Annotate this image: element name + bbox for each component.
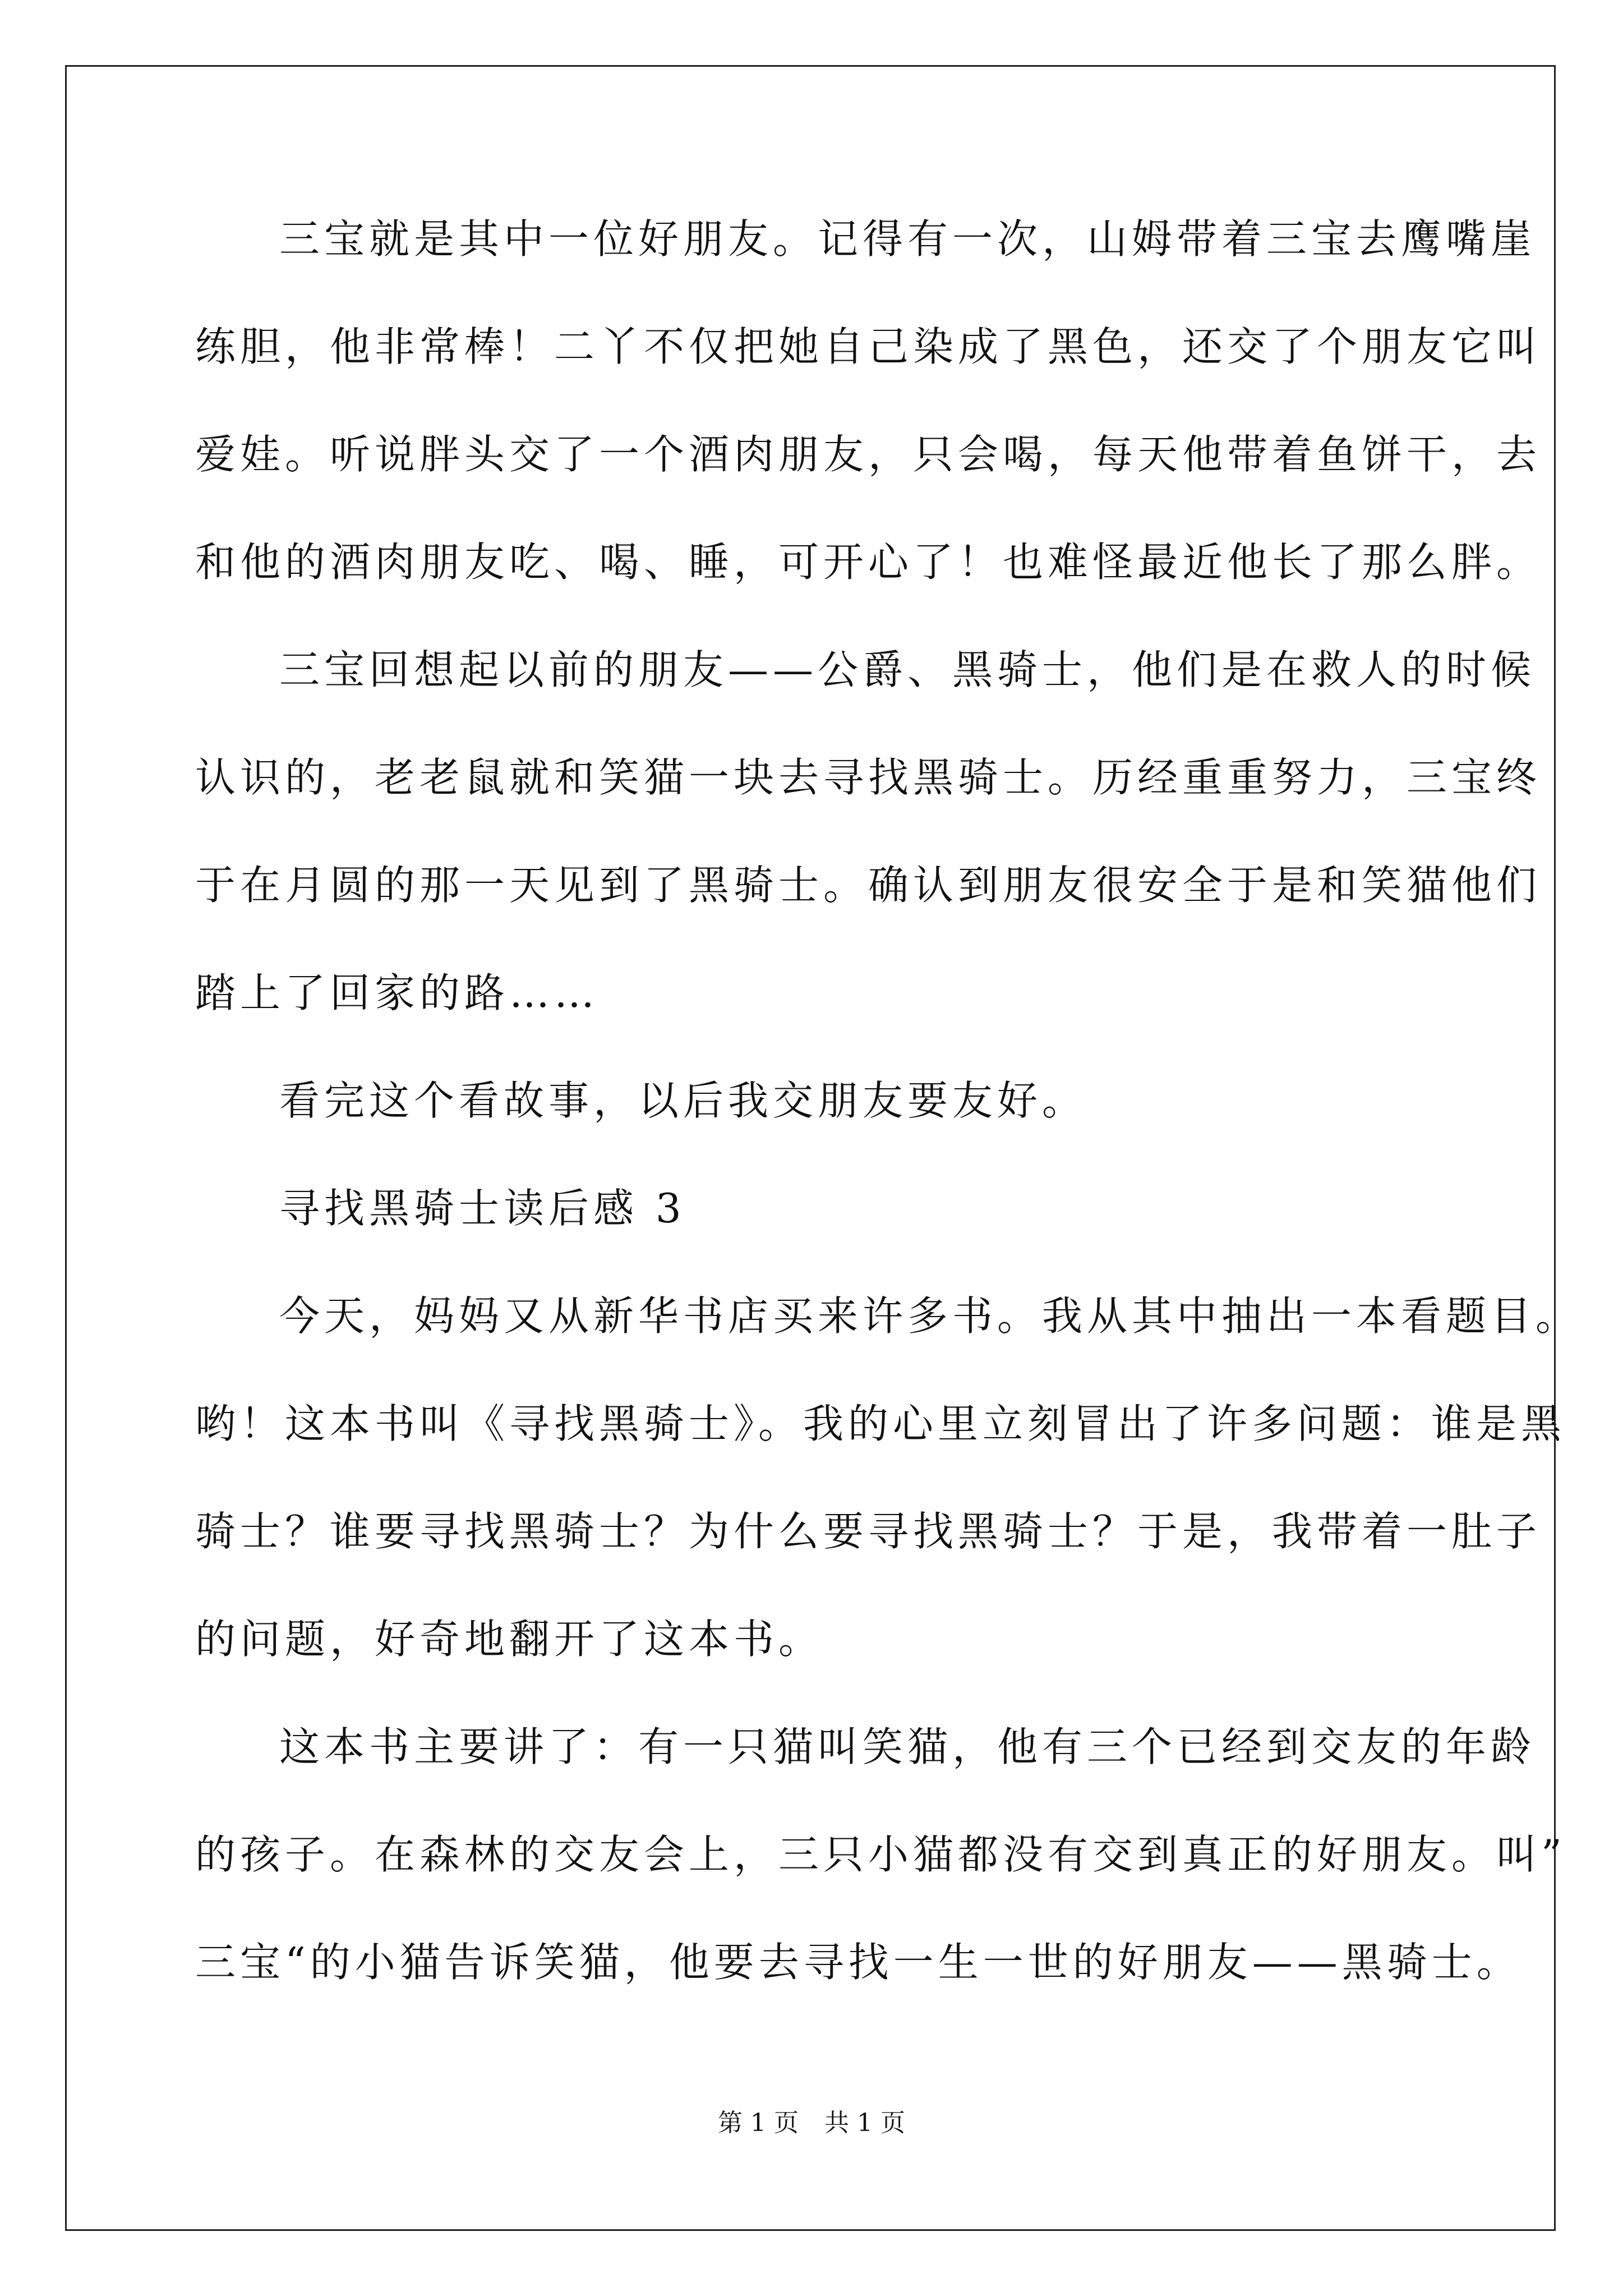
paragraph-line: 骑士？谁要寻找黑骑士？为什么要寻找黑骑士？于是，我带着一肚子: [195, 1508, 1542, 1555]
paragraph-line: 看完这个看故事，以后我交朋友要友好。: [279, 1077, 1087, 1124]
paragraph-line: 练胆，他非常棒！二丫不仅把她自己染成了黑色，还交了个朋友它叫: [195, 323, 1542, 370]
page-number: 第 1 页: [718, 2109, 799, 2137]
paragraph-line: 这本书主要讲了：有一只猫叫笑猫，他有三个已经到交友的年龄: [279, 1723, 1536, 1770]
page-border: [65, 65, 1556, 2231]
paragraph-line: 三宝回想起以前的朋友——公爵、黑骑士，他们是在救人的时候: [279, 646, 1536, 693]
paragraph-line: 爱娃。听说胖头交了一个酒肉朋友，只会喝，每天他带着鱼饼干，去: [195, 431, 1542, 478]
page-total: 共 1 页: [824, 2109, 905, 2137]
paragraph-line: 和他的酒肉朋友吃、喝、睡，可开心了！也难怪最近他长了那么胖。: [195, 539, 1542, 586]
paragraph-line: 踏上了回家的路……: [195, 969, 600, 1016]
paragraph-line: 哟！这本书叫《寻找黑骑士》。我的心里立刻冒出了许多问题：谁是黑: [195, 1400, 1566, 1447]
paragraph-line: 认识的，老老鼠就和笑猫一块去寻找黑骑士。历经重重努力，三宝终: [195, 754, 1542, 801]
paragraph-line: 的问题，好奇地翻开了这本书。: [195, 1616, 824, 1663]
section-heading: 寻找黑骑士读后感 3: [279, 1185, 686, 1232]
page-footer: [0, 2106, 1623, 2140]
paragraph-line: 三宝“的小猫告诉笑猫，他要去寻找一生一世的好朋友——黑骑士。: [195, 1939, 1521, 1986]
paragraph-line: 的孩子。在森林的交友会上，三只小猫都没有交到真正的好朋友。叫”: [195, 1831, 1566, 1878]
paragraph-line: 三宝就是其中一位好朋友。记得有一次，山姆带着三宝去鹰嘴崖: [279, 215, 1536, 263]
paragraph-line: 今天，妈妈又从新华书店买来许多书。我从其中抽出一本看题目。: [279, 1292, 1581, 1340]
paragraph-line: 于在月圆的那一天见到了黑骑士。确认到朋友很安全于是和笑猫他们: [195, 862, 1542, 909]
